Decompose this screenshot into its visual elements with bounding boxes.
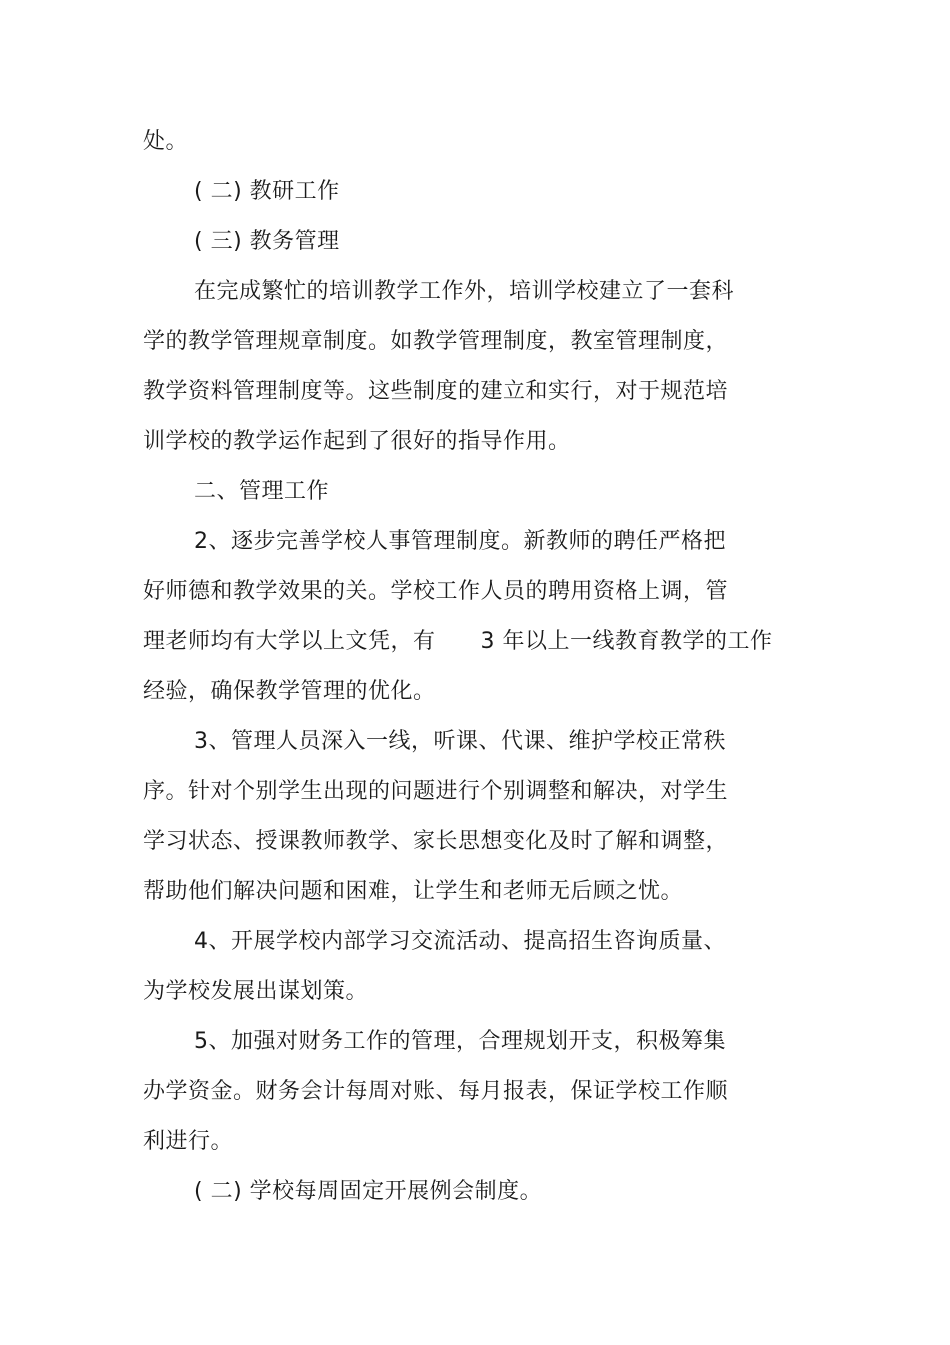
text-line: 教学资料管理制度等。这些制度的建立和实行，对于规范培 — [143, 379, 729, 404]
text-line: 经验，确保教学管理的优化。 — [143, 679, 436, 704]
text-line: 3、管理人员深入一线，听课、代课、维护学校正常秩 — [194, 729, 726, 754]
text-line: 处。 — [143, 129, 189, 154]
text-line: 4、开展学校内部学习交流活动、提高招生咨询质量、 — [194, 929, 726, 954]
section-heading: ( 二) 教研工作 — [194, 179, 340, 204]
section-heading: ( 二) 学校每周固定开展例会制度。 — [194, 1179, 543, 1204]
text-line: 序。针对个别学生出现的问题进行个别调整和解决，对学生 — [143, 779, 729, 804]
text-line: 2、逐步完善学校人事管理制度。新教师的聘任严格把 — [194, 529, 726, 554]
text-line: 利进行。 — [143, 1129, 234, 1154]
text-line: 学的教学管理规章制度。如教学管理制度，教室管理制度， — [143, 329, 729, 354]
text-line: 训学校的教学运作起到了很好的指导作用。 — [143, 429, 571, 454]
text-line: 学习状态、授课教师教学、家长思想变化及时了解和调整， — [143, 829, 729, 854]
text-line: 在完成繁忙的培训教学工作外，培训学校建立了一套科 — [194, 279, 735, 304]
text-line: 理老师均有大学以上文凭，有 3 年以上一线教育教学的工作 — [143, 629, 773, 654]
text-line: 为学校发展出谋划策。 — [143, 979, 369, 1004]
section-heading: ( 三) 教务管理 — [194, 229, 340, 254]
text-line: 帮助他们解决问题和困难，让学生和老师无后顾之忧。 — [143, 879, 684, 904]
section-heading: 二、管理工作 — [194, 479, 330, 504]
text-line: 办学资金。财务会计每周对账、每月报表，保证学校工作顺 — [143, 1079, 729, 1104]
text-line: 5、加强对财务工作的管理，合理规划开支，积极筹集 — [194, 1029, 726, 1054]
text-line: 好师德和教学效果的关。学校工作人员的聘用资格上调，管 — [143, 579, 729, 604]
